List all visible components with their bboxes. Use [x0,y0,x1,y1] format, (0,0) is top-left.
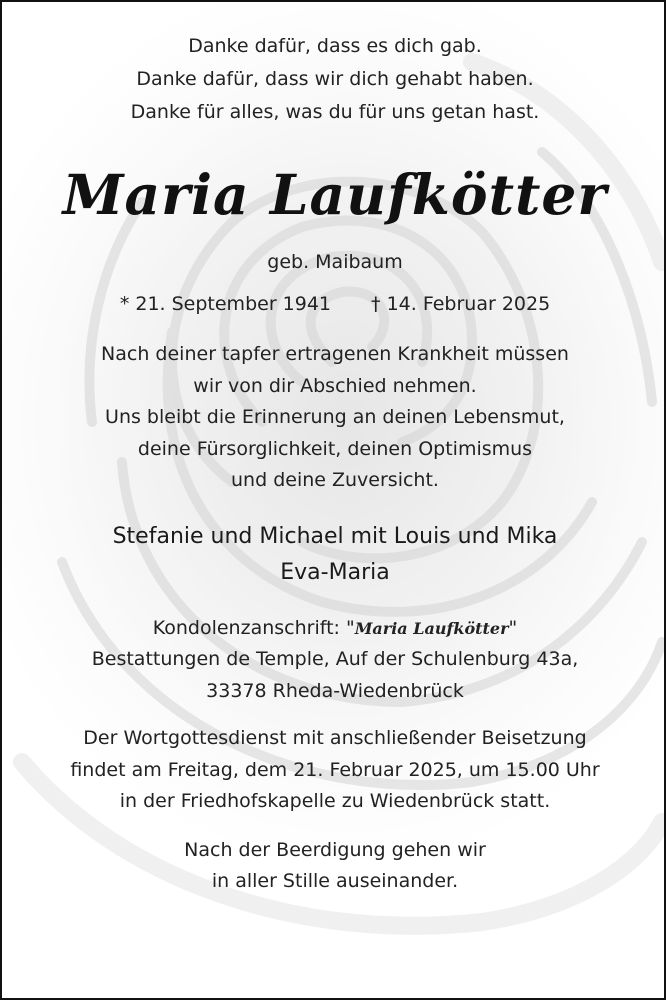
condolence-label-line [2,613,666,645]
condolence-label: Kondolenzanschrift: " [152,616,355,639]
condolence-name: Maria Laufkötter [354,618,509,638]
service-line: findet am Freitag, dem 21. Februar 2025, um 15.00 Uhr [70,758,600,781]
service-line: in der Friedhofskapelle zu Wiedenbrück statt. [119,790,551,812]
service-info [2,723,666,818]
mourners [2,519,666,591]
life-dates [2,289,666,319]
address-line: 33378 Rheda-Wiedenbrück [206,679,464,702]
poem-line: Danke dafür, dass es dich gab. [188,35,482,57]
closing-note [2,835,666,898]
service-line: Der Wortgottesdienst mit anschließender Beisetzung [83,727,587,749]
closing-line: in aller Stille auseinander. [211,870,459,892]
condolence-address [2,613,666,708]
mourner-line: Eva-Maria [280,559,390,585]
address-line: Bestattungen de Temple, Auf der Schulenburg 43a, [91,648,579,670]
death-date: † 14. Februar 2025 [371,293,551,315]
notice-content [2,2,666,898]
memorial-poem [2,30,666,129]
closing-line: Nach der Beerdigung gehen wir [184,838,486,861]
poem-line: Danke dafür, dass wir dich gehabt haben. [136,68,534,90]
poem-line: Danke für alles, was du für uns getan hast. [130,101,540,123]
maiden-name: geb. Maibaum [267,251,403,273]
mourner-line: Stefanie und Michael mit Louis und Mika [112,523,558,549]
deceased-name: Maria Laufkötter [62,162,608,227]
condolence-quote: " [508,616,518,639]
farewell-line: Uns bleibt die Erinnerung an deinen Lebensmut, [105,406,565,428]
farewell-line: wir von dir Abschied nehmen. [193,374,477,397]
farewell-text [2,339,666,497]
farewell-line: und deine Zuversicht. [231,469,439,491]
farewell-line: Nach deiner tapfer ertragenen Krankheit müssen [101,343,569,365]
farewell-line: deine Fürsorglichkeit, deinen Optimismus [137,437,533,460]
birth-date: * 21. September 1941 [119,293,332,315]
